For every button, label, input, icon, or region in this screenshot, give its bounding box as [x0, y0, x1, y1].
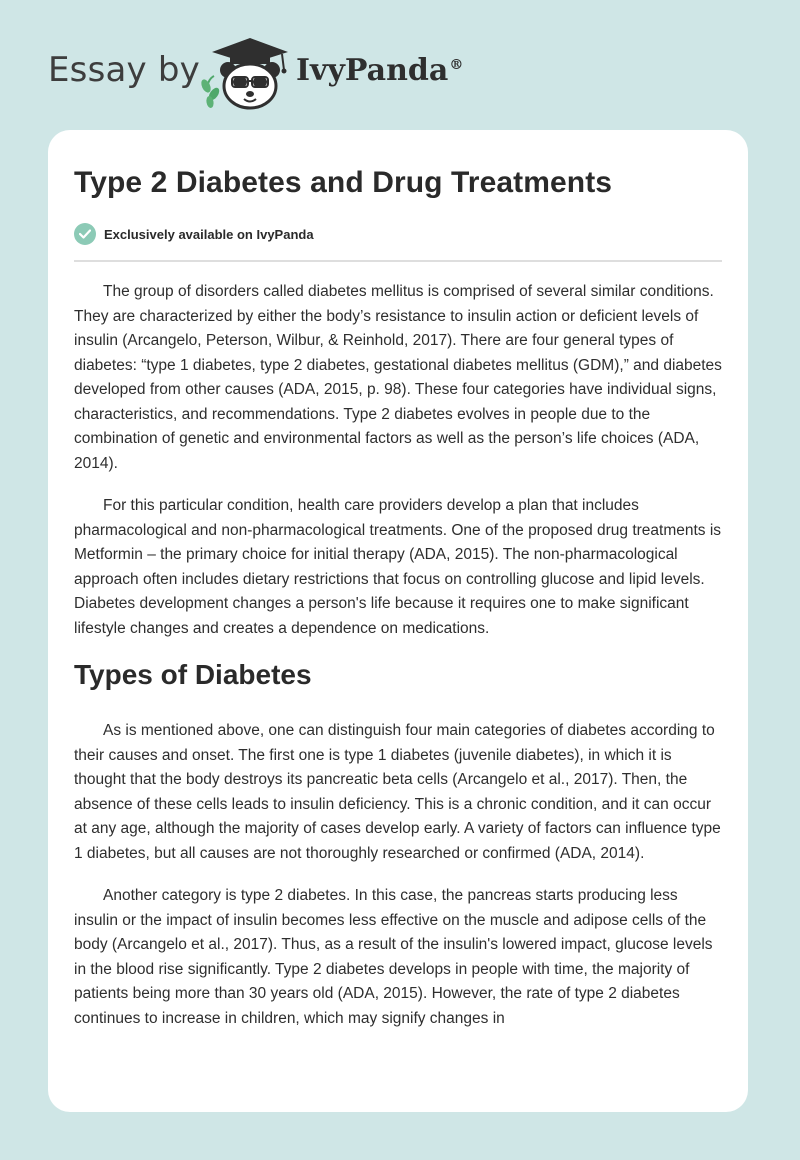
- article-card: [48, 130, 748, 1112]
- article-content: [74, 280, 722, 1049]
- panda-graduate-logo-icon: [198, 36, 292, 110]
- exclusive-badge: [74, 222, 314, 246]
- registered-mark: ®: [449, 57, 464, 73]
- brand-name-text: IvyPanda: [296, 53, 449, 88]
- paragraph: The group of disorders called diabetes mellitus is comprised of several similar conditions. They are characterized by either the body’s resistance to insulin action or deficient levels of insulin (Arcangelo, Peterson, Wilbur, & Reinhold, 2017). There are four general types of diabetes: “type 1 diabetes, type 2 diabetes, gestational diabetes mellitus (GDM),” and diabetes developed from other causes (ADA, 2015, p. 98). These four categories have individual signs, characteristics, and recommendations. Type 2 diabetes evolves in people due to the combination of genetic and environmental factors as well as the person’s life choices (ADA, 2014).: [74, 283, 722, 472]
- title-divider: [74, 260, 722, 262]
- brand-name: [296, 53, 463, 88]
- brand-prefix: Essay by: [48, 50, 200, 90]
- brand-header: [0, 0, 800, 130]
- check-icon: [74, 223, 96, 245]
- paragraph: As is mentioned above, one can distinguish four main categories of diabetes according to their causes and onset. The first one is type 1 diabetes (juvenile diabetes), in which it is thought that the body destroys its pancreatic beta cells (Arcangelo et al., 2017). Then, the absence of these cells leads to insulin deficiency. This is a chronic condition, and it can occur at any age, although the majority of cases develop early. A variety of factors can influence type 1 diabetes, but all causes are not thoroughly researched or confirmed (ADA, 2014).: [74, 722, 721, 862]
- paragraph: Another category is type 2 diabetes. In this case, the pancreas starts producing less insulin or the impact of insulin becomes less effective on the muscle and adipose cells of the body (Arcangelo et al., 2017). Thus, as a result of the insulin's lowered impact, glucose levels in the blood rise significantly. Type 2 diabetes develops in people with time, the majority of patients being more than 30 years old (ADA, 2015). However, the rate of type 2 diabetes continues to increase in children, which may signify changes in: [74, 887, 713, 1027]
- paragraph: For this particular condition, health care providers develop a plan that includes pharmacological and non-pharmacological treatments. One of the proposed drug treatments is Metformin – the primary choice for initial therapy (ADA, 2015). The non-pharmacological approach often includes dietary restrictions that focus on controlling glucose and lipid levels. Diabetes development changes a person's life because it requires one to make significant lifestyle changes and creates a dependence on medications.: [74, 497, 722, 637]
- exclusive-badge-label: Exclusively available on IvyPanda: [104, 226, 314, 242]
- article-title: Type 2 Diabetes and Drug Treatments: [74, 166, 613, 199]
- section-heading: Types of Diabetes: [74, 659, 312, 690]
